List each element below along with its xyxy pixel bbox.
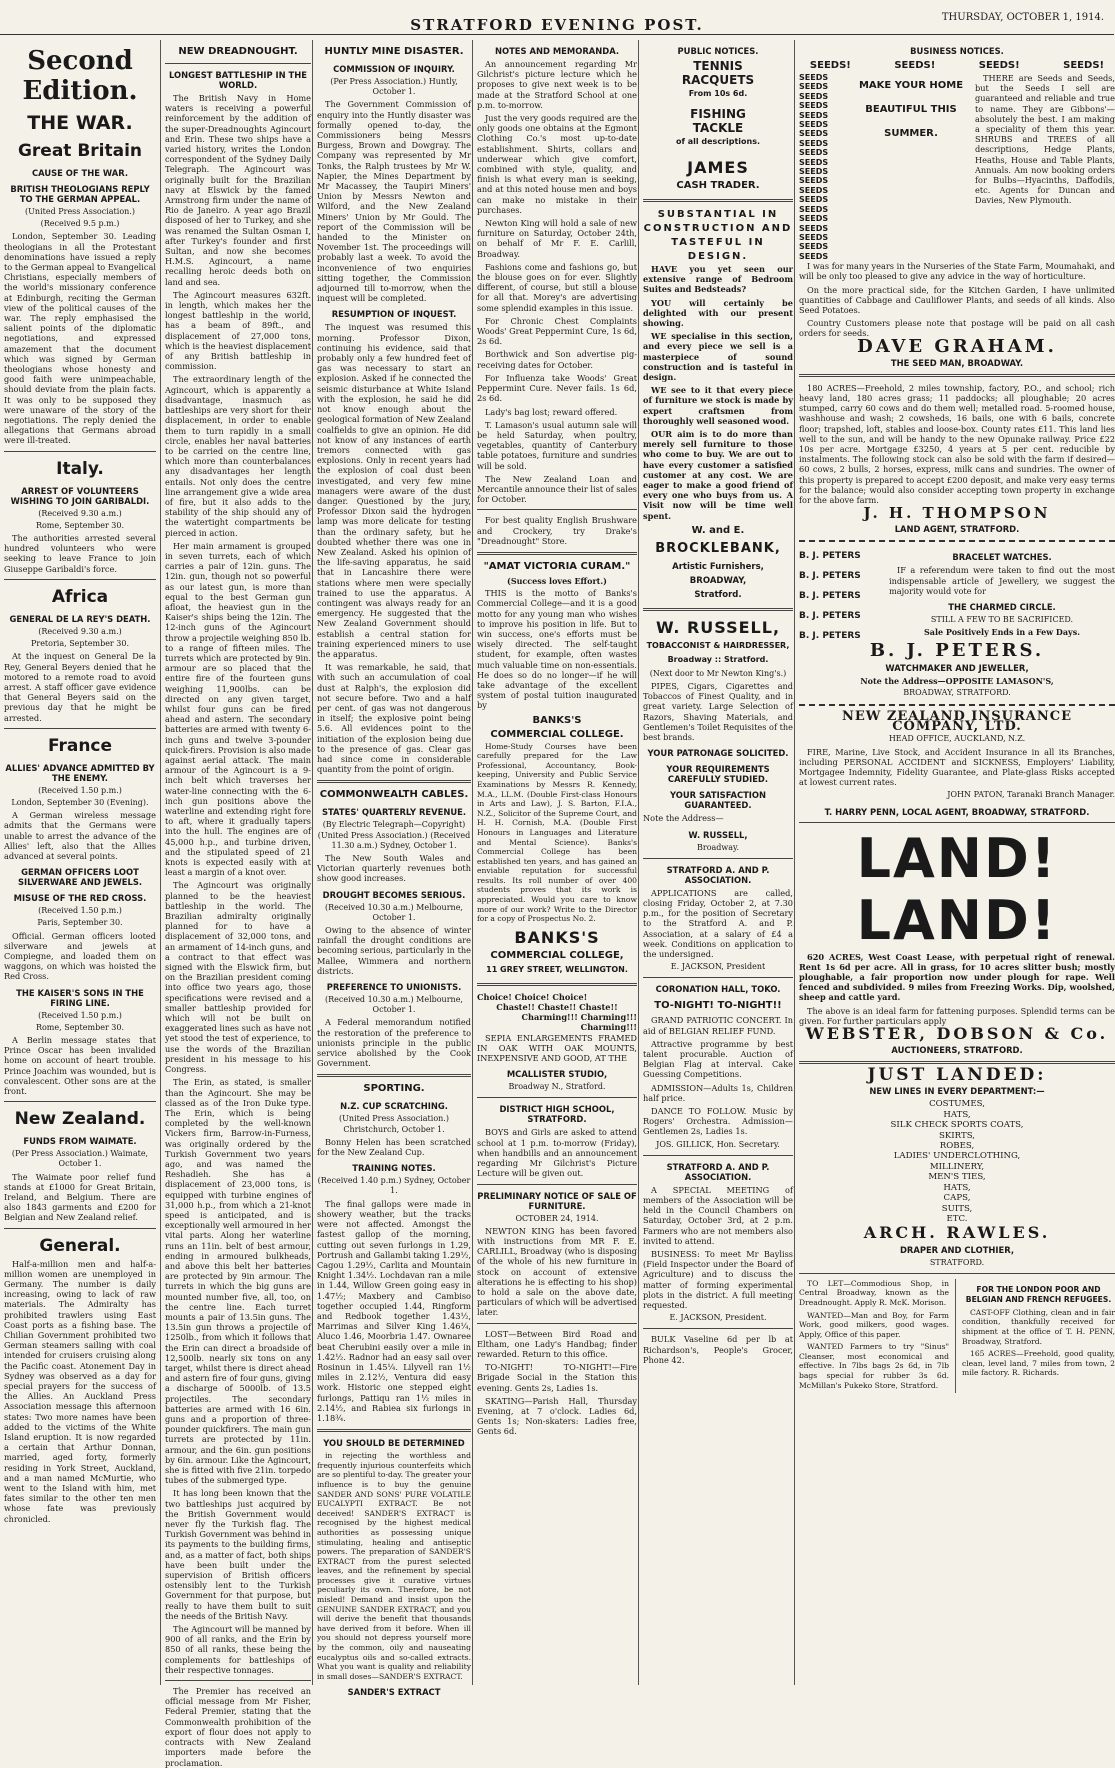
advert-body: SEPIA ENLARGEMENTS FRAMED IN OAK WITH OAK MOUNTS, INEXPENSIVE AND GOOD, AT THE <box>477 1032 637 1064</box>
seeds-word: SEEDS <box>799 195 829 205</box>
article-body: The Premier has received an official message from Mr Fisher, Federal Premier, stating that the Commonwealth prohibition of the export of flour does not apply to contracts with New Zealand importers made before the proclamation. <box>165 1686 311 1768</box>
notice-signature: E. JACKSON, President. <box>669 1313 767 1323</box>
divider <box>317 1074 471 1077</box>
received-line: (Received 9.30 a.m.) <box>38 626 122 636</box>
received-line: (Received 1.50 p.m.) <box>38 906 122 916</box>
clothing-item: ETC. <box>946 1213 968 1224</box>
choice-line: Choice! Choice! Choice! <box>477 991 588 1002</box>
article-body: At the inquest on General De la Rey, General Beyers denied that he motored to a remote road to avoid arrest. A staff officer gave evidence that General Beyers said on the previous day that he might be arrested. <box>4 651 156 723</box>
article-heading: COMMONWEALTH CABLES. <box>319 789 469 801</box>
notice-body: BUSINESS: To meet Mr Bayliss (Field Inspector under the Board of Agriculture) and to discuss the matter of forming experimental plots in the district. A full meeting requested. <box>643 1248 793 1310</box>
divider <box>165 1680 311 1681</box>
divider <box>4 451 156 452</box>
advert-body: HAVE you yet seen our extensive range of Bedroom Suites and Bedsteads? <box>643 264 793 295</box>
divider <box>4 1228 156 1229</box>
article-body: A Berlin message states that Prince Oscar has been invalided home on account of heart trouble. Prince Joachim was wounded, but is convalescent. Other sons are at the front. <box>4 1034 156 1096</box>
peters-trade: WATCHMAKER AND JEWELLER, <box>885 662 1029 673</box>
seeds-word: SEEDS <box>799 167 829 177</box>
peters-name-repeat: B. J. PETERS <box>799 571 861 582</box>
advert-body: PIPES, Cigars, Cigarettes and Tobaccos of Finest Quality, and in great variety. Large Selection of Razors, Shaving Materials, and Gentlemen's Toilet Requisites of the best brands. <box>643 681 793 743</box>
article-heading: NEW DREADNOUGHT. <box>178 46 298 57</box>
advert-body: YOU will certainly be delighted with our present showing. <box>643 297 793 329</box>
seeds-word: SEEDS <box>799 251 829 261</box>
article-subheading: LONGEST BATTLESHIP IN THE WORLD. <box>168 70 307 90</box>
peters-address: BROADWAY, STRATFORD. <box>903 687 1011 697</box>
classified-item: BULK Vaseline 6d per lb at Richardson's, People's Grocer, Phone 42. <box>643 1334 793 1365</box>
note-item: T. Lamason's usual autumn sale will be held Saturday, when poultry, vegetables, quantity of Canterbury table potatoes, furniture and sundries will be sold. <box>477 419 637 471</box>
divider <box>477 983 637 986</box>
section-heading: BUSINESS NOTICES. <box>910 46 1004 56</box>
received-line: (United Press Association.) <box>25 207 135 216</box>
seeds-advert <box>799 73 1115 261</box>
peters-subheading: THE CHARMED CIRCLE. <box>948 602 1056 612</box>
clothing-item: SILK CHECK SPORTS COATS, <box>890 1120 1024 1131</box>
clothing-item: SUITS, <box>941 1203 973 1214</box>
advert-body: WE see to it that every piece of furniture we stock is made by expert craftsmen from thoroughly well seasoned wood. <box>643 385 793 426</box>
article-heading: SPORTING. <box>363 1083 425 1095</box>
chaste-line: Chaste!! Chaste!! Chaste!! <box>496 1002 618 1013</box>
advert-body: The above is an ideal farm for fattening purposes. Splendid terms can be given. For further particulars apply <box>799 1005 1115 1026</box>
article-body: Official. German officers looted silverware and jewels at Compiegne, and loaded them on waggons, on which was hoisted the Red Cross. <box>4 930 156 982</box>
section-general: General. <box>39 1235 121 1256</box>
notice-body: A SPECIAL MEETING of members of the Association will be held in the Council Chambers on Saturday, October 3rd, at 2 p.m. Farmers who are not members also invited to attend. <box>643 1184 793 1246</box>
advert-body: Home-Study Courses have been carefully prepared for the Law Professional, Accountancy, Book-keeping, University and Public Service Examinations by Messrs R. Kennedy, M.A., LL.M. (Double First-class Honours in Arts and Law), J. S. Barton, F.I.A., N.Z., Solicitor of the Supreme Court, and H. H. Cornish, M.A. (Double First Honours in Languages and Literature and Mental Science). Banks's Commercial College has been established ten years, and has gained an enviable reputation for successful results. Its roll number of over 400 students proves that its work is appreciated. Would you care to know more of our work? Write to the Director for a copy of Prospectus No. 2. <box>477 741 637 924</box>
notice-heading: CORONATION HALL, TOKO. <box>655 984 781 995</box>
received-line: (Received 10.30 a.m.) Melbourne, October 1. <box>325 995 463 1015</box>
note-item: Newton King will hold a sale of new furniture on Saturday, October 24th, on behalf of Mr F. E. Carlill, Broadway. <box>477 218 637 259</box>
peters-big-name: B. J. PETERS. <box>869 640 1045 662</box>
article-heading: GERMAN OFFICERS LOOT SILVERWARE AND JEWELS. <box>17 867 143 888</box>
brocklebank-headline: SUBSTANTIAL IN CONSTRUCTION AND TASTEFUL IN DESIGN. <box>643 209 793 262</box>
brocklebank-signature: W. and E. BROCKLEBANK, Artistic Furnishers, BROADWAY, Stratford. <box>655 524 781 600</box>
article-heading: FUNDS FROM WAIMATE. <box>23 1136 137 1147</box>
advert-heading: "AMAT VICTORIA CURAM." <box>483 560 631 572</box>
peters-address: Note the Address—OPPOSITE LAMASON'S, <box>860 675 1054 686</box>
divider <box>4 1101 156 1102</box>
article-subheading: BRITISH THEOLOGIANS REPLY TO THE GERMAN APPEAL. <box>10 184 150 204</box>
divider <box>643 608 793 611</box>
just-landed-subheading: NEW LINES IN EVERY DEPARTMENT:— <box>869 1086 1045 1097</box>
advert-line: YOUR SATISFACTION GUARANTEED. <box>669 790 767 811</box>
notice-heading: PRELIMINARY NOTICE OF SALE OF FURNITURE. <box>477 1190 637 1211</box>
advert-signature: SANDER'S EXTRACT <box>347 1687 441 1698</box>
received-line: (By Electric Telegraph—Copyright) (United Press Association.) (Received 11.30 a.m.) Sydney, October 1. <box>317 820 471 850</box>
advert-body: FIRE, Marine, Live Stock, and Accident Insurance in all its Branches, including PERSONAL ACCIDENT and SICKNESS, Employers' Liability, Mortgagee Indemnity, Fidelity Guarantee, and Plate-glass Risks accepted at lowest current rates. <box>799 746 1115 788</box>
seeds-word: SEEDS <box>799 223 829 233</box>
nz-insurance-name: NEW ZEALAND INSURANCE COMPANY, LTD. <box>841 709 1073 735</box>
received-line: Rome, September 30. <box>35 1022 125 1032</box>
received-line: (United Press Association.) Christchurch, October 1. <box>339 1114 449 1134</box>
tennis-advert: TENNIS RACQUETS From 10s 6d. FISHING TACKLE of all descriptions. JAMES CASH TRADER. <box>675 59 761 191</box>
article-heading: HUNTLY MINE DISASTER. <box>324 46 464 57</box>
peters-line: STILL A FEW TO BE SACRIFICED. <box>930 615 1074 624</box>
advert-body: 620 ACRES, West Coast Lease, with perpetual right of renewal. Rent 1s 6d per acre. All in grass, for 10 acres slitter bush; mostly ploughable, a fair proportion now under plough for rape. Well fenced and subdivided. 9 miles from Freezing Works. Dip, woolshed, sheep and cattle yard. <box>799 951 1115 1003</box>
banks-college-logo: BANKS'S COMMERCIAL COLLEGE. <box>490 714 624 740</box>
classified-item: SKATING—Parish Hall, Thursday Evening, at 7 o'clock. Ladies 6d, Gents 1s; Non-skaters: Ladies free, Gents 6d. <box>477 1395 637 1437</box>
divider <box>165 63 311 64</box>
section-war: THE WAR. <box>27 112 133 134</box>
classified-item: WANTED—Man and Boy, for Farm Work, good milkers, good wages. Apply, Office of this paper. <box>799 1310 949 1339</box>
received-line: Pretoria, September 30. <box>30 639 130 649</box>
webster-dobson-trade: AUCTIONEERS, STRATFORD. <box>891 1045 1023 1056</box>
article-body: Her main armament is grouped in seven turrets, each of which carries a pair of 12in. guns. The 12in. gun, though not so powerful as our latest gun, is more than equal to the best German gun afloat, the heaviest gun in the Kaiser's ships being the 12in. The 12-inch guns of the Agincourt throw a projectile weighing 850 lb. to a range of fifteen miles. The turrets which are protected by 9in. armour are so placed that the entire fire of the fourteen guns weighing 11,900lbs. can be directed on any given target, whilst four guns can be fired ahead and astern. The secondary batteries are armed with twenty 6-inch guns and twelve 3-pounder quick-firers. Provision is also made against aerial attack. The main armour of the Agincourt is a 9-inch belt which traverses her water-line connecting with the 6-inch gun positions above the waterline and extending right fore to aft, where it gradually tapers into the hull. The engines are of 45,000 h.p., and turbine driven, and the stipulated speed of 21 knots is expected easily with at least a margin of a knot over. <box>165 540 311 878</box>
article-body: The Waimate poor relief fund stands at £1000 for Great Britain, Ireland, and Belgium. There are also 1843 garments and £200 for Belgian and New Zealand relief. <box>4 1171 156 1223</box>
received-line: (Per Press Association.) Waimate, October 1. <box>11 1149 149 1169</box>
notice-heading: STRATFORD A. AND P. ASSOCIATION. <box>666 864 770 885</box>
seeds-word: SEEDS <box>799 157 829 167</box>
seeds-text: THERE are Seeds and Seeds, but the Seeds I sell are guaranteed and reliable and true to name. They are Gibbons'—absolutely the best. I am making a speciality of them this year. SHRUBS and TREES of all descriptions, Hedge Plants, Heaths, House and Table Plants, Annuals. Am now booking orders for Bulbs—Hyacinths, Daffodils, etc. Agents for Duncan and Davies, New Plymouth. <box>975 73 1115 206</box>
seeds-word: SEEDS <box>799 82 829 92</box>
dave-graham-address: THE SEED MAN, BROADWAY. <box>890 357 1024 368</box>
received-line: (Received 1.50 p.m.) <box>38 1010 122 1020</box>
divider <box>477 509 637 510</box>
clothing-item: MILLINERY, <box>929 1161 985 1172</box>
notice-body: BOYS and Girls are asked to attend school at 1 p.m. to-morrow (Friday), when handbills and an announcement regarding Mr Gilchrist's Picture Lecture will be given out. <box>477 1127 637 1179</box>
received-line: (Received 10.30 a.m.) Melbourne, October 1. <box>325 902 463 922</box>
seeds-word: SEEDS <box>799 148 829 158</box>
article-body: The Government Commission of enquiry into the Huntly disaster was formally opened to-day, the Commissioners being Messrs Burgess, Brown and Dowgray. The Company was represented by Mr Tonks, the Ralph trustees by Mr W. Napier, the Mines Department by Mr Macassey, the Taupiri Miners' Union by Messrs Newton and Wilford, and the New Zealand Miners' Union by Mr Gould. The report of the Commission will be handed to the Minister on November 1st. The proceedings will probably last a week. To avoid the inconvenience of two enquiries sitting together, the Commission adjourned till to-morrow, when the inquest will be completed. <box>317 99 471 304</box>
peters-line: Sale Positively Ends in a Few Days. <box>924 627 1080 638</box>
notice-body: APPLICATIONS are called, closing Friday, October 2, at 7.30 p.m., for the position of Secretary to the Stratford A. and P. Association, at a salary of £4 a week. Conditions on application to the undersigned. <box>643 887 793 959</box>
column-business-notices <box>794 40 1115 1685</box>
article-body: Half-a-million men and half-a-million women are unemployed in Germany. The number is daily increasing, owing to lack of raw materials. The Admiralty has prohibited trawlers using East Coast ports as a fishing base. The Chilian Government prohibited two German steamers sailing with coal intended for cruisers cruising along the Pacific coast. Atonement Day in Sydney was observed as a day for special prayers for the success of the Allies. An Auckland Press Association message this afternoon states: Two more names have been added to the victims of the White Island eruption. It is now regarded a certain that Arthur Donnan, married, aged forty, formerly residing in York Street, Auckland, and a man named McMurtie, who went to the Island with him, met fates similar to the other ten men whose fate was previously chronicled. <box>4 1258 156 1524</box>
seeds-word: SEEDS <box>799 138 829 148</box>
classified-item: LOST—Between Bird Road and Eltham, one Lady's Handbag; finder rewarded. Return to this office. <box>477 1328 637 1359</box>
received-line: Paris, September 30. <box>37 918 123 928</box>
article-body: The final gallops were made in showery weather, but the tracks were not affected. Amongst the fastest gallop of the morning, cutting out seven furlongs in 1.29, Portrush and Gallambi taking 1.29½, Cagou 1.29½, Carlita and Mountain Knight 1.34½. Lochdavan ran a mile in 1.44, Willow Green going easy in 1.47½; Maxbery and Cambiso together occupied 1.44, Ringform and Redbook together 1.43½, Marrimas and Silver King 1.46¼, Aluco 1.46, Moorbria 1.47. Ownaree beat Cherubini easily over a mile in 1.42½. Radnor had an easy sail over Rosinun in 1.45¼. Lilyvell ran 1½ miles in 2.12½, Ventura did easy work. Historic one stepped eight furlongs, Pattiqu ran 1½ miles in 2.14½, and Rabiea six furlongs in 1.18¾. <box>317 1198 471 1423</box>
notice-body: DANCE TO FOLLOW. Music by Rogers' Orchestra. Admission—Gentlemen 2s, Ladies 1s. <box>643 1105 793 1137</box>
rawles-place: STRATFORD. <box>929 1257 985 1267</box>
divider <box>643 1328 793 1329</box>
thompson-address: LAND AGENT, STRATFORD. <box>894 524 1020 535</box>
classified-heading: FOR THE LONDON POOR AND BELGIAN AND FRENCH REFUGEES. <box>965 1284 1112 1304</box>
studio-address: Broadway N., Stratford. <box>508 1082 606 1092</box>
newspaper-title: STRATFORD EVENING POST. <box>410 16 704 34</box>
clothing-item: ROBES, <box>939 1141 975 1152</box>
clothing-item: HATS, <box>943 1182 971 1193</box>
divider <box>317 780 471 783</box>
clothing-item: HATS, <box>943 1109 971 1120</box>
advert-body: IF a referendum were taken to find out the most indispensable article of Jewellery, we suggest the majority would vote for <box>889 565 1115 596</box>
column-dreadnought <box>160 40 311 1768</box>
article-heading: ALLIES' ADVANCE ADMITTED BY THE ENEMY. <box>5 762 155 783</box>
received-line: (Received 9.5 p.m.) <box>40 219 120 229</box>
thompson-name: J. H. THOMPSON <box>863 504 1051 523</box>
received-line: (Received 9.30 a.m.) <box>38 508 122 518</box>
column-huntly <box>312 40 471 1698</box>
clothing-item: SKIRTS, <box>938 1130 976 1141</box>
article-heading: GENERAL DE LA REY'S DEATH. <box>9 613 151 624</box>
notice-heading: STRATFORD A. AND P. ASSOCIATION. <box>666 1161 770 1182</box>
advert-body: THIS is the motto of Banks's Commercial College—and it is a good motto for any young man who wishes to improve his position in life. But to win success, one's efforts must be wisely directed. The self-taught student, for example, often wastes much valuable time on non-essentials. He does so do no longer—if he will take advantage of the excellent system of postal tuition inaugurated by <box>477 588 637 711</box>
notice-body: ADMISSION—Adults 1s, Children half price. <box>643 1082 793 1103</box>
note-item: Lady's bag lost; reward offered. <box>485 406 618 417</box>
divider <box>799 1061 1115 1064</box>
just-landed-headline: JUST LANDED: <box>867 1065 1047 1086</box>
russell-location: (Next door to Mr Newton King's.) <box>649 668 787 678</box>
note-item: For Chronic Chest Complaints Woods' Great Peppermint Cure, 1s 6d, 2s 6d. <box>477 315 637 347</box>
clothing-item: COSTUMES, <box>929 1099 985 1110</box>
classified-item: CAST-OFF Clothing, clean and in fair condition, thankfully received for shipment at the office of T. H. PENN, Broadway, Stratford. <box>962 1307 1115 1346</box>
article-body: A Federal memorandum notified the restoration of the preference to unionists principle in the public service abolished by the Cook Government. <box>317 1017 471 1069</box>
advert-subheading: (Success loves Effort.) <box>507 575 607 586</box>
clothing-items-list <box>799 1099 1115 1224</box>
article-subheading: TRAINING NOTES. <box>352 1163 436 1174</box>
note-item: An announcement regarding Mr Gilchrist's picture lecture which he proposes to give next week is to be made at the Stratford School at one p.m. to-morrow. <box>477 59 637 110</box>
seeds-word: SEEDS <box>799 232 829 242</box>
peters-name-repeat: B. J. PETERS <box>799 591 861 602</box>
advert-body: WE specialise in this section, and every piece we sell is a masterpiece of sound construction and is tasteful in design. <box>643 331 793 383</box>
received-line: Rome, September 30. <box>35 520 125 530</box>
article-body: The Agincourt will be manned by 900 of all ranks, and the Erin by 850 of all ranks, these being the complements for battleships of their respective tonnages. <box>165 1624 311 1675</box>
seeds-word: SEEDS <box>799 110 829 120</box>
notice-body: NEWTON KING has been favored with instructions from MR F. E. CARLILL, Broadway (who is disposing of the whole of his new furniture in stock on account of extensive alterations he is effecting to his shop) to hold a sale on the above date, particulars of which will be advertised later. <box>477 1225 637 1318</box>
peters-heading: BRACELET WATCHES. <box>952 552 1052 563</box>
article-heading: CAUSE OF THE WAR. <box>31 168 129 178</box>
article-heading: ARREST OF VOLUNTEERS WISHING TO JOIN GARIBALDI. <box>10 485 150 506</box>
notice-signature: E. JACKSON, President <box>670 962 766 972</box>
advert-body: Country Customers please note that postage will be paid on all cash orders for seeds. <box>799 318 1115 339</box>
peters-repeat-list <box>799 546 889 646</box>
notice-heading: DISTRICT HIGH SCHOOL, STRATFORD. <box>499 1104 615 1125</box>
article-body: The extraordinary length of the Agincourt, which is apparently a disadvantage, inasmuch as battleships are very short for their displacement, in order to enable them to turn rapidly in a small circle, enables her naval batteries to be carried on the centre line, which more than counterbalances any disadvantages her length entails. Not only does the centre line arrangement give a wide area of fire, but it also adds to the stability of the ship should any of the watertight compartments be pierced in action. <box>165 374 311 538</box>
received-line: (Per Press Association.) Huntly, October 1. <box>330 77 458 97</box>
article-heading: THE KAISER'S SONS IN THE FIRING LINE. <box>16 987 144 1008</box>
seeds-word: SEEDS <box>799 204 829 214</box>
divider <box>477 1097 637 1098</box>
seeds-word: SEEDS <box>799 91 829 101</box>
received-line: London, September 30 (Evening). <box>11 797 149 807</box>
divider <box>477 1184 637 1185</box>
advert-line: Note the Address— <box>643 813 724 824</box>
clothing-item: LADIES' UNDERCLOTHING, <box>893 1151 1021 1162</box>
rawles-trade: DRAPER AND CLOTHIER, <box>899 1244 1015 1255</box>
nz-insurance-manager: JOHN PATON, Taranaki Branch Manager. <box>947 790 1115 800</box>
article-subheading: N.Z. CUP SCRATCHING. <box>340 1101 448 1112</box>
seeds-word: SEEDS <box>799 176 829 186</box>
issue-date: THURSDAY, OCTOBER 1, 1914. <box>941 12 1104 23</box>
notice-signature: JOS. GILLICK, Hon. Secretary. <box>656 1139 780 1149</box>
peters-name-repeat: B. J. PETERS <box>799 631 861 642</box>
section-france: France <box>47 735 113 756</box>
nz-insurance-office: HEAD OFFICE, AUCKLAND, N.Z. <box>888 734 1026 744</box>
edition-heading: Second Edition. <box>22 46 138 106</box>
seeds-word: SEEDS <box>799 101 829 111</box>
peters-name-repeat: B. J. PETERS <box>799 551 861 562</box>
note-item: For best quality English Brushware and Crockery, try Drake's "Dreadnought" Store. <box>477 515 637 546</box>
divider <box>317 1429 471 1432</box>
advert-line: YOUR REQUIREMENTS CAREFULLY STUDIED. <box>666 764 770 785</box>
clothing-item: MEN'S TIES, <box>928 1172 986 1183</box>
studio-name: MCALLISTER STUDIO, <box>506 1069 608 1080</box>
note-item: For Influenza take Woods' Great Peppermint Cure. Never fails. 1s 6d, 2s 6d. <box>477 372 637 404</box>
column-notes <box>472 40 637 1685</box>
note-item: Just the very goods required are the only goods one obtains at the Egmont Clothing Co.'s most up-to-date establishment. Shirts, collars and underwear which give comfort, combined with style, quality, and finish is what every man is seeking, and at this noted house men and boys can make no mistake in their purchases. <box>477 113 637 215</box>
divider <box>643 1155 793 1156</box>
section-heading: PUBLIC NOTICES. <box>677 46 759 56</box>
divider <box>643 858 793 859</box>
rawles-name: ARCH. RAWLES. <box>863 1223 1051 1243</box>
divider <box>643 977 793 978</box>
seeds-word: SEEDS <box>799 73 829 82</box>
section-italy: Italy. <box>56 458 104 479</box>
received-line: (Received 1.40 p.m.) Sydney, October 1. <box>317 1176 471 1196</box>
russell-heading: W. RUSSELL, TOBACCONIST & HAIRDRESSER, Broadway :: Stratford. <box>646 617 790 664</box>
advert-line: YOUR PATRONAGE SOLICITED. <box>647 748 789 759</box>
notice-body: GRAND PATRIOTIC CONCERT. In aid of BELGIAN RELIEF FUND. <box>643 1015 793 1036</box>
article-subheading: MISUSE OF THE RED CROSS. <box>13 893 147 904</box>
article-body: It was remarkable, he said, that with such an accumulation of coal dust at Ralph's, the explosion did not secure before. Two and a half per cent. of gas was not dangerous in itself; the explosive point being 5.6. All evidences point to the initiation of the explosion being due to the presence of gas. Clear gas had since come in considerable quantity from the point of origin. <box>317 662 471 775</box>
article-body: It has long been known that the two battleships just acquired by the British Government would never fly the Turkish flag. The Turkish Government was behind in its payments to the building firms, and, as a matter of fact, both ships have been built under the supervision of British officers ostensibly lent to the Turkish Government for that purpose, but really to have them built to suit the needs of the British Navy. <box>165 1488 311 1621</box>
article-body: Bonny Helen has been scratched for the New Zealand Cup. <box>317 1136 471 1158</box>
divider <box>477 552 637 555</box>
section-heading: NOTES AND MEMORANDA. <box>494 46 620 56</box>
russell-signature-place: Broadway. <box>696 842 740 852</box>
advert-body: in rejecting the worthless and frequently injurious counterfeits which are so plentiful to-day. The greater your influence is to buy the genuine SANDER AND SONS' PURE VOLATILE EUCALYPTI EXTRACT. Be not deceived! SANDER'S EXTRACT is recognised by the highest medical authorities as possessing unique stimulating, healing and antiseptic powers. The preparation of SANDER'S EXTRACT from the purest selected leaves, and the refinement by special processes give it curative virtues peculiarly its own. Therefore, be not misled! Demand and insist upon the GENUINE SANDER EXTRACT, and you will derive the benefit that thousands have derived from it before. When ill you should not depress yourself more by the common, oily and nauseating eucalyptus oils and so-called extracts. What you want is quality and reliability in small doses—SANDER'S EXTRACT. <box>317 1451 471 1681</box>
article-body: The inquest was resumed this morning. Professor Dixon, continuing his evidence, said that probably only a few hundred feet of gas was necessary to start an explosion. Asked if he connected the seismic disturbance at White Island with the explosion, he said he did not know enough about the geological formation of New Zealand coalfields to give an opinion. He did not know of any instances of earth tremors connected with gas explosions. Only in recent years had the explosion of coal dust been investigated, and very few mine managers were aware of the dust danger. Questioned by the jury, Professor Dixon said the hydrogen lamp was more delicate for testing than the ordinary safety, but he doubted whether there was one in New Zealand. Asked his opinion of the life-saving apparatus, he said that in Lancashire there were stations where men were specially trained to use the apparatus. A contingent was always ready for an emergency. He suggested that the New Zealand Government should establish a central station for training experienced miners to use the apparatus. <box>317 322 471 659</box>
classified-item: TO LET—Commodious Shop, in Central Broadway, known as the Dreadnought. Apply R. McK. Morison. <box>799 1278 949 1307</box>
section-new-zealand: New Zealand. <box>14 1109 146 1130</box>
divider <box>4 579 156 580</box>
russell-signature: W. RUSSELL, <box>688 829 748 840</box>
notice-body: Attractive programme by best talent procurable. Auction of Belgian Flag at interval. Cake Guessing Competitions. <box>643 1038 793 1080</box>
article-body: The Erin, as stated, is smaller than the Agincourt. She may be classed as of the Iron Duke type. The Erin, which is being completed by the well-known Vickers firm, Barrow-in-Furness, was originally ordered by the Turkish Government two years ago, and was named the Reshadieh. She has a displacement of 23,000 tons, is equipped with turbine engines of 31,000 h.p., from which a 21-knot speed is anticipated, and is exceptionally well armoured in her vital parts. Along her waterline runs an 11in. belt of best armour, ending in armoured bulkheads, and above this belt her batteries are protected by 9in armour. The turrets in which the big guns are mounted number five, all, too, on the centre line. Each turret mounts a pair of 13.5in guns. The 13.5in gun throws a projectile of 1250lb., from which it follows that the Erin can direct a broadside of 12,500lb. nearly six tons on any target, whilst there is direct ahead and astern fire of four guns, giving a discharge of 5000lb. of 13.5 projectiles. The secondary batteries are armed with 16 6in. guns and a proportion of three-pounder quickfirers. The main gun turrets are protected by 11in. armour, and the 6in. gun positions by 6in. armour. Like the Agincourt, she is fitted with five 21in. torpedo tubes of the submerged type. <box>165 1077 311 1486</box>
charming-line: Charming!!! Charming!!! Charming!!! <box>521 1012 637 1033</box>
clothing-item: CAPS, <box>943 1193 971 1204</box>
notice-heading: TO-NIGHT! TO-NIGHT!! <box>654 1000 782 1012</box>
divider <box>643 199 793 202</box>
seeds-word: SEEDS <box>799 214 829 224</box>
article-subheading: RESUMPTION OF INQUEST. <box>331 309 457 320</box>
advert-body: On the more practical side, for the Kitchen Garden, I have unlimited quantities of Cabbage and Cauliflower Plants, and seeds of all kinds. Also Seed Potatoes. <box>799 284 1115 315</box>
classified-item: TO-NIGHT! TO-NIGHT!—Fire Brigade Social in the Station this evening. Gents 2s, Ladies 1s. <box>477 1362 637 1393</box>
section-africa: Africa <box>51 586 109 607</box>
article-subheading: DROUGHT BECOMES SERIOUS. <box>322 889 466 900</box>
article-subheading: STATES' QUARTERLY REVENUE. <box>321 807 467 818</box>
webster-dobson-name: WEBSTER, DOBSON & Co. <box>805 1024 1109 1044</box>
seeds-banner: SEEDS! SEEDS! SEEDS! SEEDS! <box>809 60 1105 71</box>
section-great-britain: Great Britain <box>17 141 143 161</box>
article-body: The British Navy in Home waters is receiving a powerful reinforcement by the addition of the super-Dreadnoughts Agincourt and Erin. These two ships have a varied history, writes the London correspondent of the Sydney Daily Telegraph. The Agincourt was originally built for the Brazilian navy at Elswick by the famed Armstrong firm under the name of Rio de Janeiro. A year ago Brazil disposed of her to Turkey, and she was renamed the Sultan Osman I, after Turkey's founder and first Sultan, and now she becomes H.M.S. Agincourt, a name recalling heroic deeds both on land and sea. <box>165 93 311 287</box>
article-body: The Agincourt measures 632ft. in length, which makes her the longest battleship in the world, has a beam of 89ft., and displacement of 27,000 tons, which is the heaviest displacement of any British battleship in commission. <box>165 289 311 372</box>
banks-college-address: BANKS'S COMMERCIAL COLLEGE, 11 GREY STREET, WELLINGTON. <box>486 927 628 974</box>
advert-heading: YOU SHOULD BE DETERMINED <box>323 1438 465 1449</box>
seeds-word: SEEDS <box>799 120 829 130</box>
note-item: The New Zealand Loan and Mercantile announce their list of sales for October. <box>477 473 637 505</box>
article-body: The Agincourt was originally planned to be the heaviest battleship in the world. The Brazilian admiralty originally planned for to have a displacement of 32,000 tons, and an armament of 14-inch guns, and a contract to that effect was signed with the Elswick firm, but on the Brazilian president coming into office two years ago, those specifications were revised and a smaller battleship provided for which will not be built on exaggerated lines such as have not yet stood the test of experience, to use the words of the Brazilian president in his message to his Congress. <box>165 880 311 1075</box>
column-war-news <box>4 40 156 1685</box>
divider <box>799 822 1115 823</box>
article-body: The authorities arrested several hundred volunteers who were seeking to leave France to join Giuseppe Garibaldi's force. <box>4 533 156 574</box>
dave-graham-name: DAVE GRAHAM. <box>857 335 1057 357</box>
seeds-word: SEEDS <box>799 242 829 252</box>
seeds-slogan: MAKE YOUR HOME BEAUTIFUL THIS SUMMER. <box>858 80 964 139</box>
divider <box>4 728 156 729</box>
article-subheading: COMMISSION OF INQUIRY. <box>333 64 455 74</box>
note-item: Fashions come and fashions go, but the blouse goes on for ever. Slightly different, of course, but still a blouse for all that. Morey's are advertising some splendid examples in this issue. <box>477 261 637 313</box>
column-public-notices <box>638 40 793 1685</box>
advert-body: OUR aim is to do more than merely sell furniture to those who come to buy. We are out to have every customer a satisfied customer at any cost. We are eager to make a good friend of every one who buys from us. A Visit now will be time well spent. <box>643 429 793 521</box>
classified-item: 165 ACRES—Freehold, good quality, clean, level land, 7 miles from town, 2 mile factory. R. Richards. <box>962 1349 1115 1378</box>
advert-body: I was for many years in the Nurseries of the State Farm, Moumahaki, and will be only too pleased to give any advice in the way of horticulture. <box>799 261 1115 282</box>
divider <box>799 1273 1115 1274</box>
article-subheading: PREFERENCE TO UNIONISTS. <box>326 982 462 993</box>
notice-date: OCTOBER 24, 1914. <box>515 1213 599 1223</box>
article-body: The New South Wales and Victorian quarterly revenues both show good increases. <box>317 853 471 884</box>
received-line: (Received 1.50 p.m.) <box>38 785 122 795</box>
divider <box>799 374 1115 377</box>
nz-insurance-agent: T. HARRY PENN, LOCAL AGENT, BROADWAY, STRATFORD. <box>824 806 1090 817</box>
peters-name-repeat: B. J. PETERS <box>799 611 861 622</box>
seeds-list <box>799 73 847 261</box>
masthead <box>0 8 1114 35</box>
seeds-word: SEEDS <box>799 185 829 195</box>
farm-listing: 180 ACRES—Freehold, 2 miles township, factory, P.O., and school; rich heavy land, 180 acres grass; 11 paddocks; all ploughable; 20 acres stumped, carry 60 cows and do them well; metalled road. 5-roomed house, washhouse and wash; 2 cowsheds, 16 bails, one with 6 bails, concrete floor; trapshed, loft, stables and loose-box. County rates £11. This land lies well to the sun, and will be handy to the new Opunake railway. Price £22 10s per acre. Mortgage £3250, 4 years at 5 per cent. reducible by instalments. The following stock can also be sold with the farm if desired—60 cows, 2 bulls, 2 horses, express, milk cans and sundries. The owner of this property is prepared to accept £200 deposit, and make very easy terms for the balance; would also consider accepting town property in exchange for the above farm. <box>799 382 1115 505</box>
classified-item: WANTED Farmers to try "Sinus" Cleanser, most economical and effective. In 7lbs bags 2s 6d, in 7lb bags special for rubber 3s 6d. McMillan's Pukeko Store, Stratford. <box>799 1342 949 1390</box>
article-body: Owing to the absence of winter rainfall the drought conditions are becoming serious, particularly in the Mallee, Wimmera and northern districts. <box>317 925 471 976</box>
divider <box>477 1323 637 1324</box>
land-headline: LAND! LAND! <box>856 826 1058 952</box>
article-body: London, September 30. Leading theologians in all the Protestant denominations have issued a reply to the German appeal to Evangelical Christians, especially members of the world's missionary conference at Edinburgh, reciting the German view of the political causes of the war. The reply emphasised the salient points of the diplomatic negotiations, and expressed amazement that the document which was signed by German theologians whose honesty and good faith were unimpeachable, should deviate from the plain facts. It was only to be supposed they were unaware of the story of the negotiations. The reply denied the allegations that Germans abroad were ill-treated. <box>4 231 156 446</box>
seeds-word: SEEDS <box>799 129 829 139</box>
article-body: A German wireless message admits that the Germans were unable to arrest the advance of the Allies' left, also that the Allies advanced at several points. <box>4 810 156 861</box>
classifieds <box>799 1279 1115 1394</box>
peters-advert <box>799 540 1115 706</box>
note-item: Borthwick and Son advertise pig-receiving dates for October. <box>477 349 637 370</box>
